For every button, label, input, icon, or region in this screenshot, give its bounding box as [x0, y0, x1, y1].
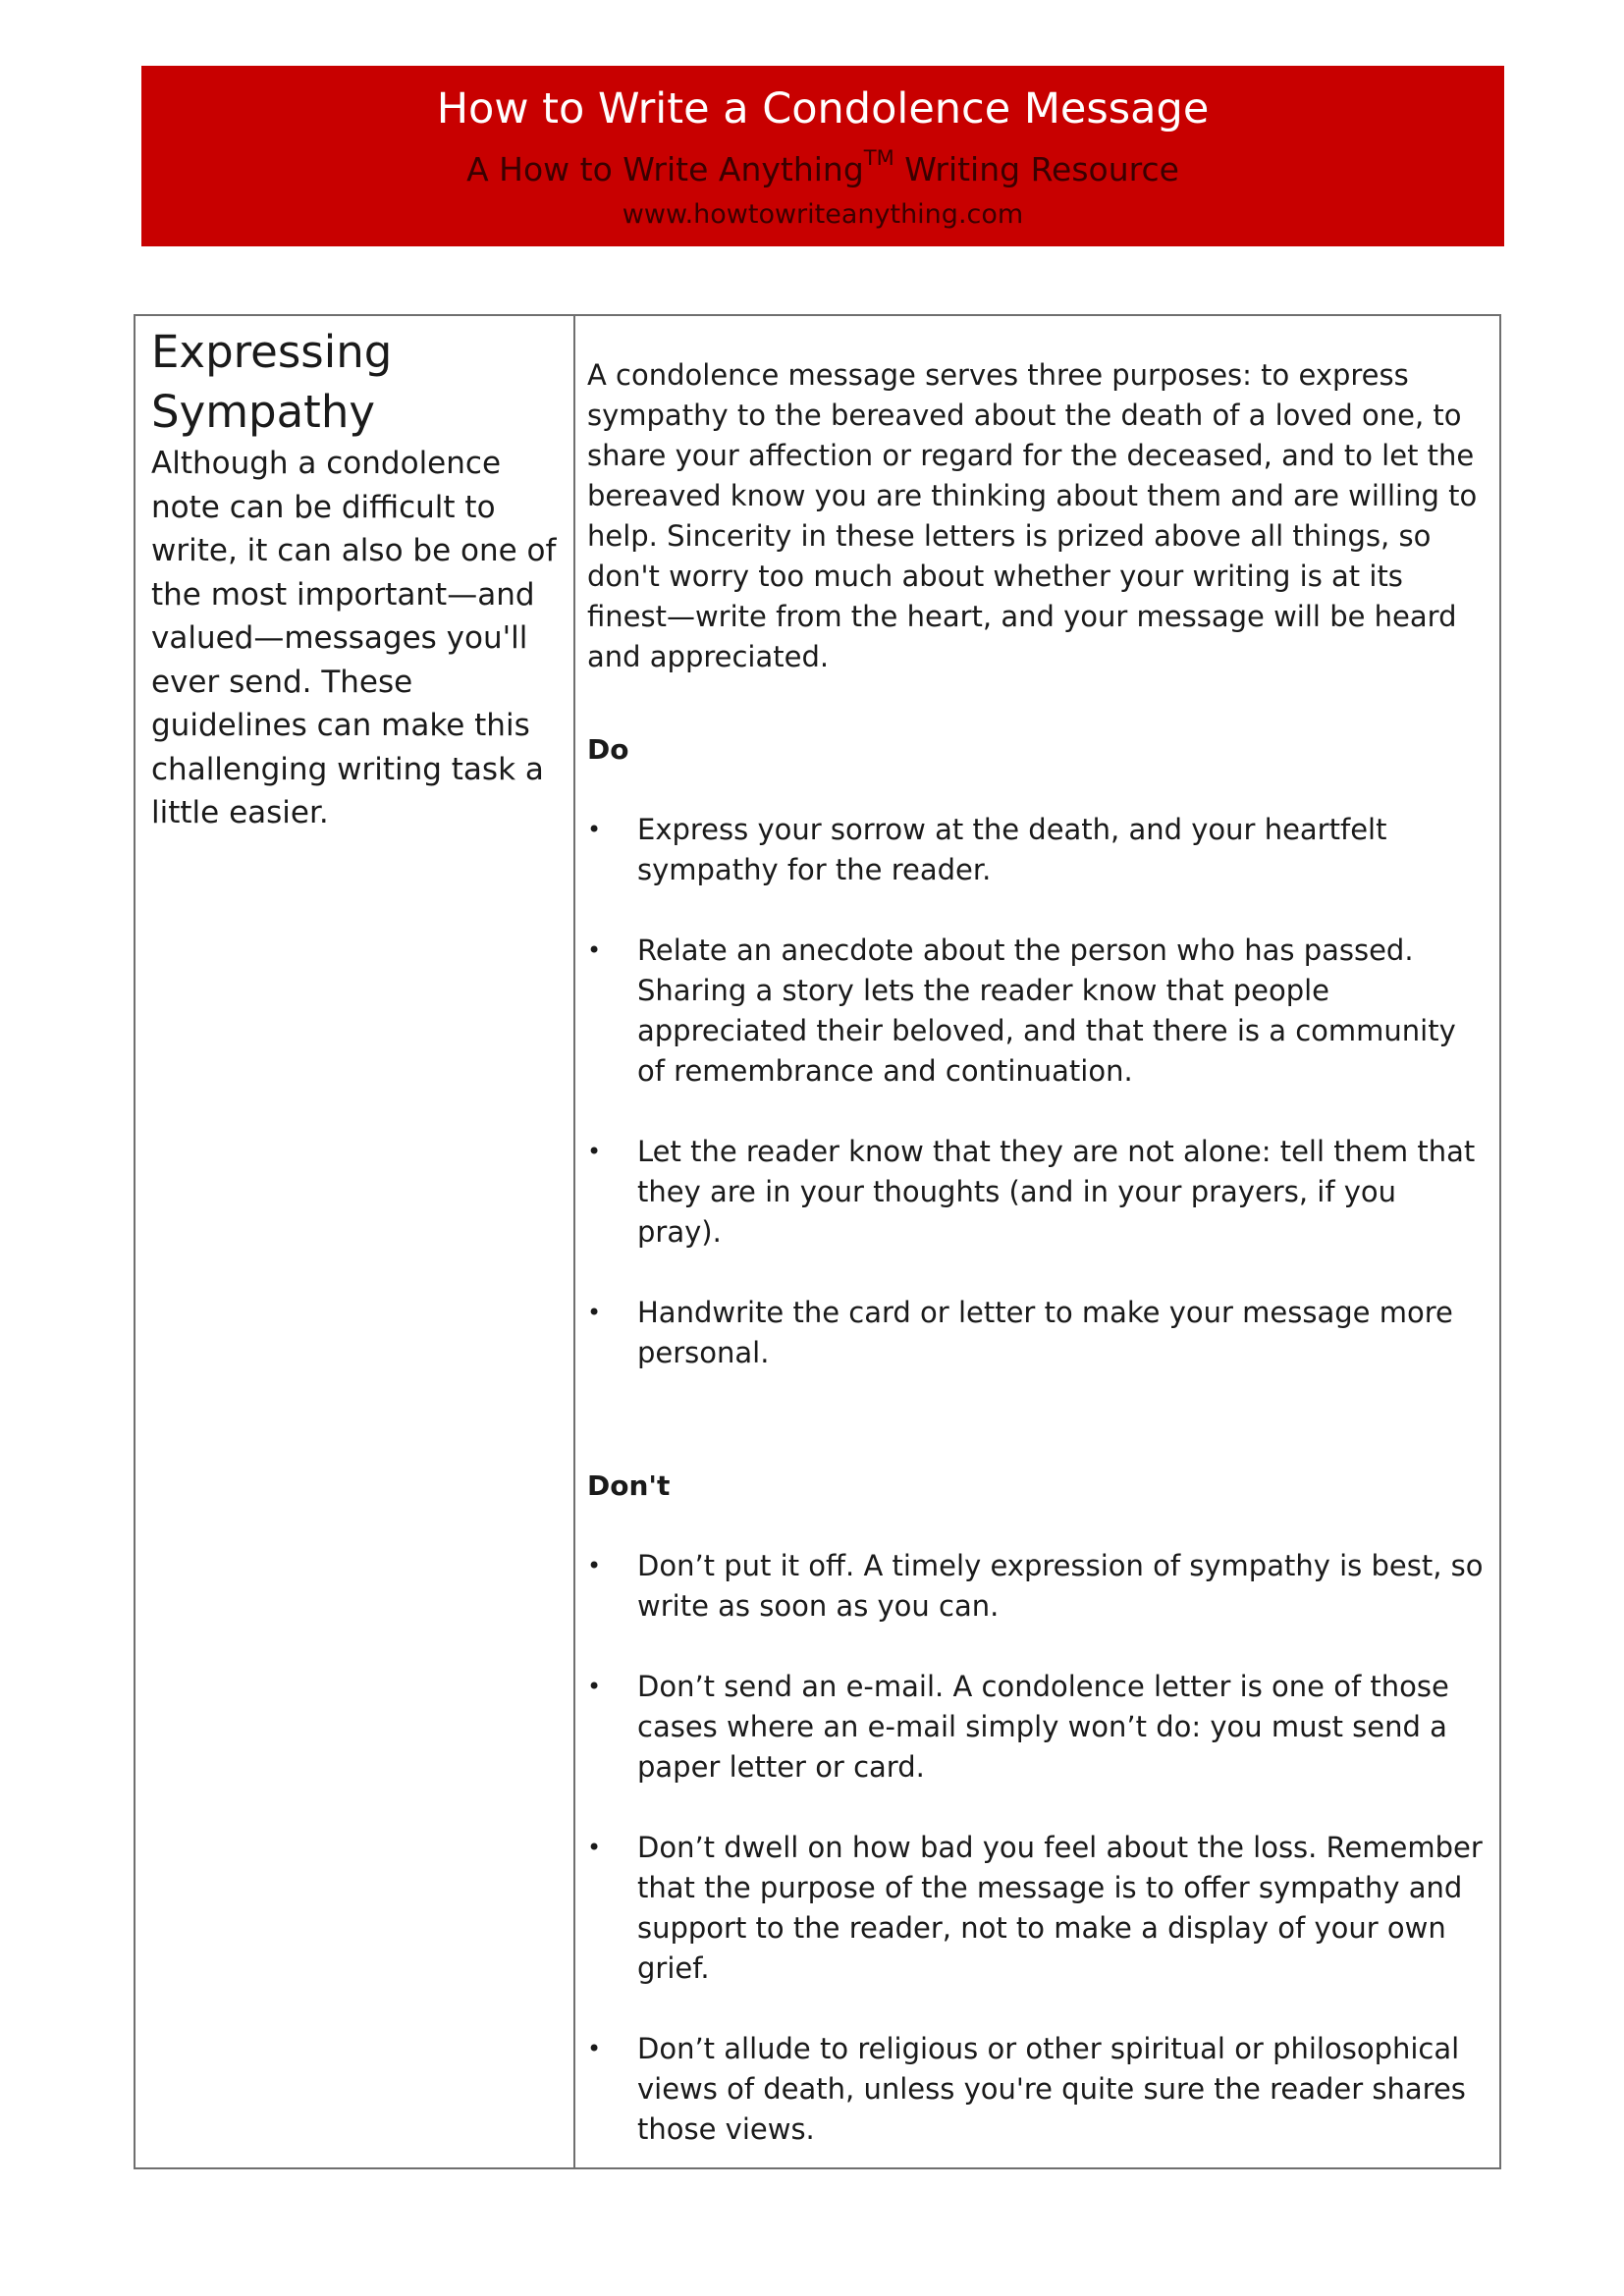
sidebar-body: Although a condolence note can be difficult to write, it can also be one of the most important—and valued—messages you'll ever send. These guidelines can make this challenging writing task a little easier. — [151, 446, 557, 830]
document-title: How to Write a Condolence Message — [436, 84, 1210, 133]
subtitle-text: A How to Write Anything — [466, 150, 864, 188]
do-item: • Relate an anecdote about the person who has passed. Sharing a story lets the reader know that people appreciated their beloved, and that there is a community of remembrance and continuation. — [587, 931, 1486, 1092]
do-heading: Do — [587, 733, 629, 766]
do-item: • Express your sorrow at the death, and your heartfelt sympathy for the reader. — [587, 810, 1486, 890]
subtitle-suffix: Writing Resource — [893, 150, 1179, 188]
dont-item: • Don’t put it off. A timely expression of sympathy is best, so write as soon as you can. — [587, 1546, 1486, 1627]
sidebar-cell — [151, 322, 558, 835]
main-cell — [587, 355, 1486, 2150]
dont-item: • Don’t send an e-mail. A condolence letter is one of those cases where an e-mail simply won’t do: you must send a paper letter or card. — [587, 1667, 1486, 1788]
dont-item: • Don’t allude to religious or other spiritual or philosophical views of death, unless you're quite sure the reader shares those views. — [587, 2029, 1486, 2150]
do-item: • Let the reader know that they are not alone: tell them that they are in your thoughts (and in your prayers, if you pray). — [587, 1132, 1486, 1253]
dont-item: • Don’t dwell on how bad you feel about the loss. Remember that the purpose of the message is to offer sympathy and support to the reader, not to make a display of your own grief. — [587, 1828, 1486, 1989]
intro-paragraph: A condolence message serves three purposes: to express sympathy to the bereaved about the death of a loved one, to share your affection or regard for the deceased, and to let the bereaved know you are thinking about them and are willing to help. Sincerity in these letters is prized above all things, so don't worry too much about whether your writing is at its finest—write from the heart, and your message will be heard and appreciated. — [587, 358, 1478, 673]
sidebar-heading: Expressing Sympathy — [151, 326, 393, 438]
do-item: • Handwrite the card or letter to make your message more personal. — [587, 1293, 1486, 1373]
do-list — [587, 810, 1486, 1373]
content-table — [134, 314, 1501, 2169]
website-url[interactable]: www.howtowriteanything.com — [622, 199, 1024, 230]
trademark-mark: TM — [863, 146, 894, 170]
document-subtitle — [141, 148, 1504, 191]
dont-heading: Don't — [587, 1469, 671, 1502]
header-banner — [141, 66, 1504, 246]
column-divider — [573, 316, 575, 2167]
dont-list — [587, 1546, 1486, 2150]
